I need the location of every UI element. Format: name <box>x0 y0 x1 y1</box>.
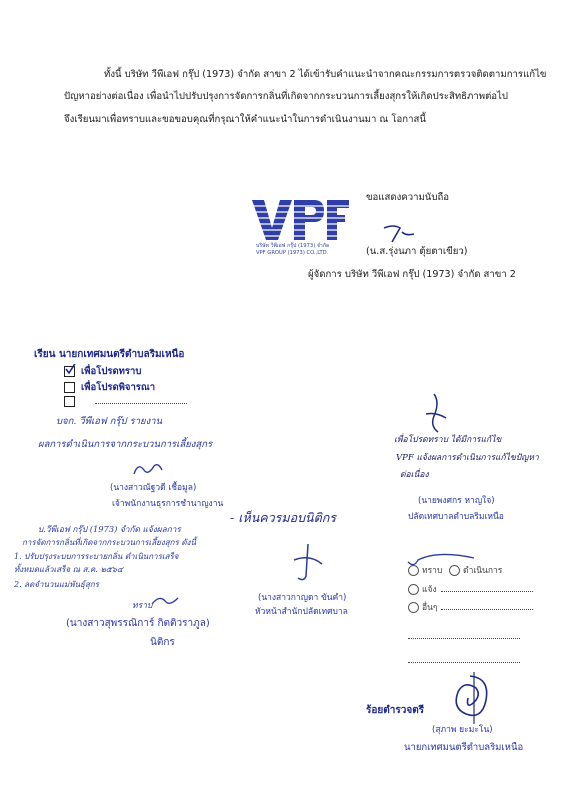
letter-line-3: จึงเรียนมาเพื่อทราบและขอขอบคุณที่กรุณาให้คำแนะนำในการดำเนินงานมา ณ โอกาสนี้ <box>64 114 426 125</box>
staff-name: (นางสาวณัฐวดี เชื้อมูล) <box>110 483 197 493</box>
memo-option-other[interactable] <box>64 396 187 407</box>
option-consider-label: เพื่อโปรดพิจารณา <box>81 382 156 393</box>
right-option-1-label: ทราบ <box>422 566 443 576</box>
signer-title: ผู้จัดการ บริษัท วีพีเอฟ กรุ๊ป (1973) จำกัด สาขา 2 <box>308 269 516 280</box>
memo-approve: ทราบ <box>132 601 153 611</box>
right-option-1b-label: ดำเนินการ <box>463 566 503 576</box>
mayor-rank: ร้อยตำรวจตรี <box>366 705 425 716</box>
company-logo <box>250 196 350 264</box>
memo-handwriting-1: บจก. วีพีเอฟ กรุ๊ป รายงาน <box>56 416 163 427</box>
logo-text-th: บริษัท วีพีเอฟ กรุ๊ป (1973) จำกัด <box>256 243 330 249</box>
memo-salutation: เรียน นายกเทศมนตรีตำบลริมเหนือ <box>34 349 185 360</box>
mayor-signature <box>444 670 500 726</box>
right-handwriting-2: VPF แจ้งผลการดำเนินการแก้ไขปัญหา <box>396 453 539 463</box>
right-option-3-label: อื่นๆ <box>422 603 438 613</box>
memo-handwriting-7: 2. ลดจำนวนแม่พันธุ์สุกร <box>14 580 99 589</box>
center-title: หัวหน้าสำนักปลัดเทศบาล <box>255 607 348 617</box>
closing-text: ขอแสดงความนับถือ <box>366 192 450 203</box>
radio-other[interactable] <box>408 602 419 613</box>
right-option-3[interactable] <box>408 600 533 614</box>
officer-name: (นางสาวสุพรรณิการ์ กิตติวราภูล) <box>66 618 210 629</box>
right-dotted-line-4 <box>408 624 520 643</box>
memo-option-inform[interactable] <box>64 364 141 379</box>
right-handwriting-3: ต่อเนื่อง <box>400 470 429 480</box>
checkbox-other[interactable] <box>64 396 75 407</box>
signer-name: (น.ส.รุ่งนภา ตุ้ยตาเขียว) <box>366 246 468 257</box>
officer-signature <box>150 592 180 610</box>
letter-line-2: ปัญหาอย่างต่อเนื่อง เพื่อนำไปปรับปรุงการจัดการกลิ่นที่เกิดจากกระบวนการเลี้ยงสุกรให้เกิดประสิทธิภาพต่อไป <box>64 91 508 102</box>
option-inform-label: เพื่อโปรดทราบ <box>81 366 142 377</box>
memo-handwriting-6: ทั้งหมดแล้วเสร็จ ณ ส.ค. ๒๕๖๔ <box>14 565 123 574</box>
center-memo-handwriting: - เห็นควรมอบนิติกร <box>230 510 336 525</box>
right-title: ปลัดเทศบาลตำบลริมเหนือ <box>408 512 504 522</box>
memo-option-consider[interactable] <box>64 380 155 395</box>
right-handwriting-1: เพื่อโปรดทราบ ได้มีการแก้ไข <box>394 435 502 445</box>
right-option-2[interactable] <box>408 582 533 596</box>
memo-handwriting-4: การจัดการกลิ่นที่เกิดจากกระบวนการเลี้ยงสุกร ดังนี้ <box>22 538 196 547</box>
memo-handwriting-3: บ.วีพีเอฟ กรุ๊ป (1973) จำกัด แจ้งผลการ <box>38 524 181 534</box>
checkbox-inform[interactable] <box>64 366 75 377</box>
mayor-title: นายกเทศมนตรีตำบลริมเหนือ <box>404 742 524 753</box>
signer-signature <box>380 222 420 244</box>
right-dots-3 <box>441 609 533 610</box>
right-name: (นายพงศกร หาญใจ) <box>418 496 495 506</box>
right-signature <box>420 392 450 436</box>
memo-handwriting-5: 1. ปรับปรุงระบบการระบายกลิ่น ดำเนินการเสร็จ <box>14 552 179 561</box>
checkbox-consider[interactable] <box>64 382 75 393</box>
mayor-name: (สุภาพ ยะมะโน) <box>432 725 493 735</box>
officer-title: นิติกร <box>150 637 175 648</box>
right-option-2-label: แจ้ง <box>422 585 437 595</box>
logo-text-en: VPF GROUP (1973) CO.,LTD. <box>256 250 329 256</box>
right-checkmark <box>404 548 484 570</box>
center-signature <box>288 540 328 584</box>
other-dotted-line <box>95 403 187 404</box>
radio-notify[interactable] <box>408 584 419 595</box>
right-dots-2 <box>441 591 533 592</box>
letter-line-1: ทั้งนี้ บริษัท วีพีเอฟ กรุ๊ป (1973) จำกัด สาขา 2 ได้เข้ารับคำแนะนำจากคณะกรรมการตรวจติดตามการแก้ไข <box>104 69 547 80</box>
staff-title: เจ้าพนักงานธุรการชำนาญงาน <box>112 499 224 509</box>
right-dotted-line-5 <box>408 648 520 667</box>
staff-signature <box>130 460 166 482</box>
center-name: (นางสาวกาญดา ขันคำ) <box>258 593 347 603</box>
memo-handwriting-2: ผลการดำเนินการจากกระบวนการเลี้ยงสุกร <box>38 439 213 450</box>
